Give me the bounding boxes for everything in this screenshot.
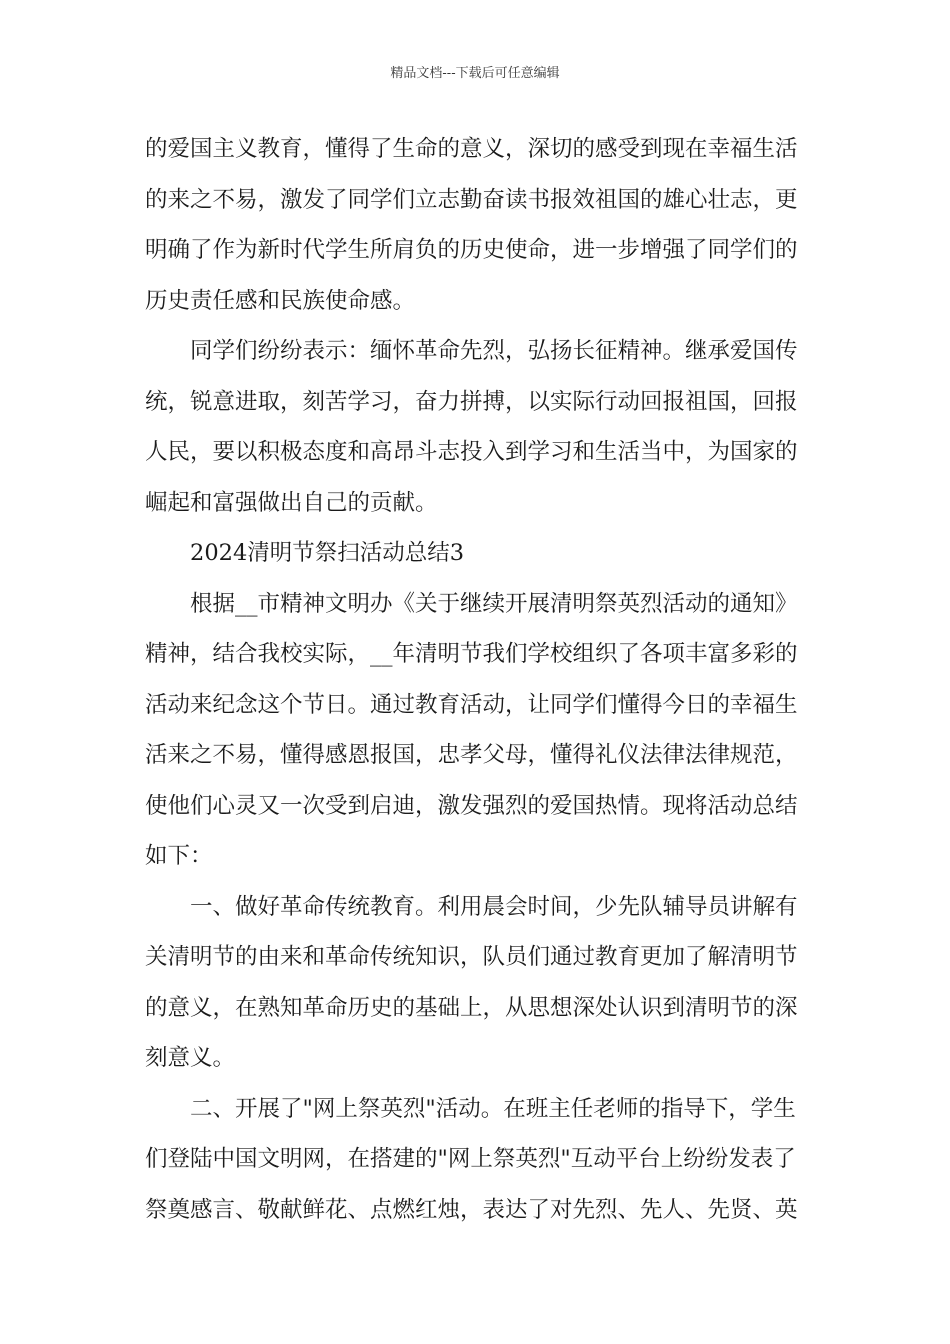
text-line: 关清明节的由来和革命传统知识，队员们通过教育更加了解清明节 (145, 944, 798, 970)
text-line: 活来之不易，懂得感恩报国，忠孝父母，懂得礼仪法律法律规范， (145, 742, 798, 768)
text-line: 的爱国主义教育，懂得了生命的意义，深切的感受到现在幸福生活 (145, 136, 798, 162)
paragraph-1 (145, 124, 810, 326)
page-header: 精品文档---下载后可任意编辑 (390, 66, 560, 81)
text-line: 的来之不易，激发了同学们立志勤奋读书报效祖国的雄心壮志，更 (145, 186, 798, 213)
text-line: 人民，要以积极态度和高昂斗志投入到学习和生活当中，为国家的 (145, 439, 798, 465)
paragraph-4 (145, 882, 810, 1084)
text-line: 的意义，在熟知革命历史的基础上，从思想深处认识到清明节的深 (145, 994, 798, 1021)
text-line: 们登陆中国文明网，在搭建的"网上祭英烈"互动平台上纷纷发表了 (145, 1146, 796, 1172)
text-line: 根据__市精神文明办《关于继续开展清明祭英烈活动的通知》 (190, 590, 798, 617)
text-line: 活动来纪念这个节日。通过教育活动，让同学们懂得今日的幸福生 (145, 691, 798, 718)
section-heading (145, 528, 810, 579)
paragraph-5 (145, 1084, 810, 1236)
text-line: 使他们心灵又一次受到启迪，激发强烈的爱国热情。现将活动总结 (145, 792, 798, 819)
text-line: 一、做好革命传统教育。利用晨会时间，少先队辅导员讲解有 (190, 893, 798, 920)
text-line: 历史责任感和民族使命感。 (145, 287, 416, 314)
text-line: 如下： (145, 843, 213, 869)
heading-text: 2024清明节祭扫活动总结3 (190, 540, 465, 566)
text-line: 明确了作为新时代学生所肩负的历史使命，进一步增强了同学们的 (145, 237, 798, 263)
text-line: 统，锐意进取，刻苦学习，奋力拼搏，以实际行动回报祖国，回报 (145, 388, 798, 415)
text-line: 祭奠感言、敬献鲜花、点燃红烛，表达了对先烈、先人、先贤、英 (145, 1196, 798, 1223)
paragraph-3 (145, 579, 810, 882)
document-body (145, 124, 810, 1235)
text-line: 刻意义。 (145, 1045, 236, 1071)
text-line: 同学们纷纷表示：缅怀革命先烈，弘扬长征精神。继承爱国传 (190, 338, 798, 364)
text-line: 二、开展了"网上祭英烈"活动。在班主任老师的指导下，学生 (190, 1095, 796, 1122)
text-line: 精神，结合我校实际，__年清明节我们学校组织了各项丰富多彩的 (145, 641, 798, 667)
text-line: 崛起和富强做出自己的贡献。 (145, 489, 438, 516)
paragraph-2 (145, 326, 810, 528)
